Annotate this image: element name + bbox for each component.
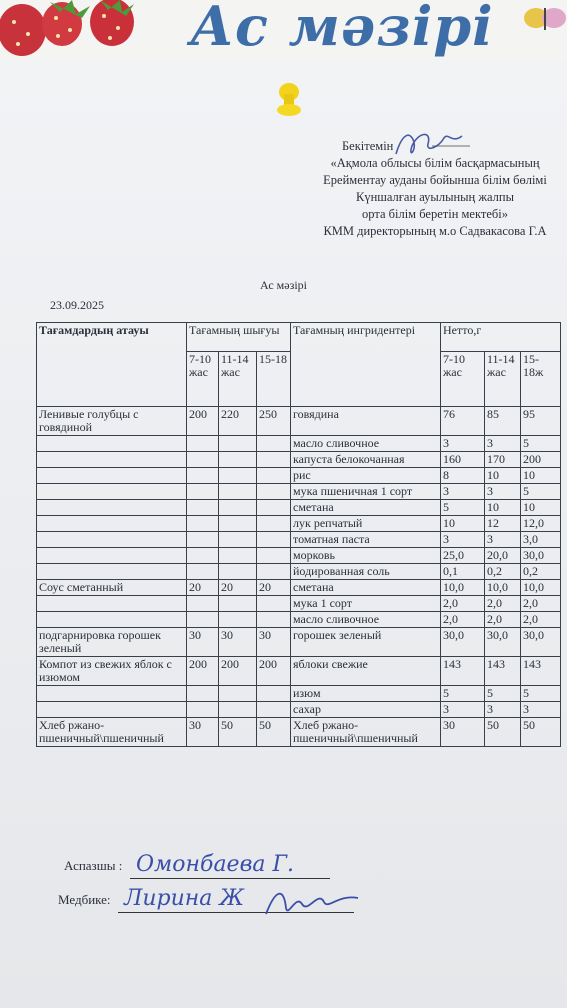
table-row bbox=[37, 564, 561, 580]
push-pin-icon bbox=[276, 82, 302, 118]
portion-cell bbox=[257, 548, 291, 564]
portion-cell: 200 bbox=[257, 657, 291, 686]
portion-cell bbox=[187, 468, 219, 484]
header-netto-age: 15-18ж bbox=[521, 352, 561, 407]
table-row bbox=[37, 468, 561, 484]
netto-cell: 0,2 bbox=[521, 564, 561, 580]
portion-cell bbox=[187, 500, 219, 516]
table-header-row bbox=[37, 323, 561, 352]
approval-line: Бекітемін bbox=[342, 139, 394, 153]
netto-cell: 10 bbox=[485, 500, 521, 516]
netto-cell: 2,0 bbox=[441, 612, 485, 628]
portion-cell bbox=[187, 596, 219, 612]
portion-cell bbox=[219, 452, 257, 468]
dish-name-cell bbox=[37, 436, 187, 452]
netto-cell: 10,0 bbox=[485, 580, 521, 596]
ingredient-cell: мука пшеничная 1 сорт bbox=[291, 484, 441, 500]
portion-cell: 200 bbox=[187, 407, 219, 436]
table-row bbox=[37, 657, 561, 686]
netto-cell: 170 bbox=[485, 452, 521, 468]
netto-cell: 5 bbox=[521, 436, 561, 452]
header-portion: Тағамның шығуы bbox=[187, 323, 291, 352]
netto-cell: 10 bbox=[485, 468, 521, 484]
netto-cell: 30,0 bbox=[485, 628, 521, 657]
netto-cell: 3,0 bbox=[521, 532, 561, 548]
portion-cell bbox=[187, 612, 219, 628]
portion-cell: 50 bbox=[257, 718, 291, 747]
portion-cell bbox=[219, 686, 257, 702]
portion-cell bbox=[187, 702, 219, 718]
header-age: 15-18 bbox=[257, 352, 291, 407]
netto-cell: 20,0 bbox=[485, 548, 521, 564]
dish-name-cell: подгарнировка горошек зеленый bbox=[37, 628, 187, 657]
netto-cell: 143 bbox=[521, 657, 561, 686]
header-age: 11-14 жас bbox=[219, 352, 257, 407]
ingredient-cell: яблоки свежие bbox=[291, 657, 441, 686]
netto-cell: 12 bbox=[485, 516, 521, 532]
ingredient-cell: масло сливочное bbox=[291, 436, 441, 452]
table-row bbox=[37, 612, 561, 628]
portion-cell bbox=[257, 484, 291, 500]
portion-cell: 30 bbox=[187, 628, 219, 657]
ingredient-cell: лук репчатый bbox=[291, 516, 441, 532]
approval-line: Ерейментау ауданы бойынша білім бөлімі bbox=[323, 173, 547, 187]
ingredient-cell: рис bbox=[291, 468, 441, 484]
netto-cell: 10 bbox=[441, 516, 485, 532]
portion-cell bbox=[219, 596, 257, 612]
dish-name-cell bbox=[37, 516, 187, 532]
ingredient-cell: морковь bbox=[291, 548, 441, 564]
portion-cell: 220 bbox=[219, 407, 257, 436]
portion-cell bbox=[257, 452, 291, 468]
portion-cell: 30 bbox=[219, 628, 257, 657]
portion-cell bbox=[187, 686, 219, 702]
header-age: 7-10 жас bbox=[187, 352, 219, 407]
portion-cell bbox=[219, 702, 257, 718]
table-row bbox=[37, 718, 561, 747]
dish-name-cell bbox=[37, 596, 187, 612]
document-date: 23.09.2025 bbox=[50, 298, 104, 312]
portion-cell bbox=[219, 436, 257, 452]
portion-cell: 250 bbox=[257, 407, 291, 436]
ingredient-cell: капуста белокочанная bbox=[291, 452, 441, 468]
ingredient-cell: горошек зеленый bbox=[291, 628, 441, 657]
ingredient-cell: Хлеб ржано-пшеничный\пшеничный bbox=[291, 718, 441, 747]
netto-cell: 3 bbox=[485, 702, 521, 718]
dish-name-cell: Хлеб ржано-пшеничный\пшеничный bbox=[37, 718, 187, 747]
portion-cell bbox=[187, 436, 219, 452]
ingredient-cell: сметана bbox=[291, 580, 441, 596]
portion-cell bbox=[187, 452, 219, 468]
dish-name-cell bbox=[37, 548, 187, 564]
netto-cell: 5 bbox=[521, 686, 561, 702]
dish-name-cell bbox=[37, 484, 187, 500]
approval-line: «Ақмола облысы білім басқармасының bbox=[330, 156, 540, 170]
portion-cell: 200 bbox=[187, 657, 219, 686]
dish-name-cell: Соус сметанный bbox=[37, 580, 187, 596]
portion-cell: 20 bbox=[187, 580, 219, 596]
portion-cell bbox=[219, 564, 257, 580]
ingredient-cell: масло сливочное bbox=[291, 612, 441, 628]
ingredient-cell: сахар bbox=[291, 702, 441, 718]
dish-name-cell: Ленивые голубцы с говядиной bbox=[37, 407, 187, 436]
nurse-label: Медбике: bbox=[58, 892, 111, 907]
netto-cell: 0,1 bbox=[441, 564, 485, 580]
netto-cell: 10 bbox=[521, 468, 561, 484]
netto-cell: 160 bbox=[441, 452, 485, 468]
netto-cell: 2,0 bbox=[485, 596, 521, 612]
table-row bbox=[37, 702, 561, 718]
table-row bbox=[37, 628, 561, 657]
portion-cell bbox=[187, 564, 219, 580]
portion-cell bbox=[257, 532, 291, 548]
nurse-signature-scribble bbox=[262, 884, 362, 924]
netto-cell: 76 bbox=[441, 407, 485, 436]
portion-cell bbox=[187, 548, 219, 564]
ingredient-cell: йодированная соль bbox=[291, 564, 441, 580]
netto-cell: 3 bbox=[441, 702, 485, 718]
ingredient-cell: сметана bbox=[291, 500, 441, 516]
netto-cell: 8 bbox=[441, 468, 485, 484]
netto-cell: 5 bbox=[441, 500, 485, 516]
approval-line: орта білім беретін мектебі» bbox=[362, 207, 508, 221]
portion-cell bbox=[219, 516, 257, 532]
dish-name-cell bbox=[37, 500, 187, 516]
netto-cell: 30,0 bbox=[521, 548, 561, 564]
netto-cell: 3 bbox=[485, 532, 521, 548]
portion-cell bbox=[187, 516, 219, 532]
portion-cell: 200 bbox=[219, 657, 257, 686]
portion-cell bbox=[257, 516, 291, 532]
ingredient-cell: томатная паста bbox=[291, 532, 441, 548]
netto-cell: 50 bbox=[521, 718, 561, 747]
approval-line: КММ директорының м.о Садвакасова Г.А bbox=[323, 224, 547, 238]
header-ingredients: Тағамның ингридентері bbox=[291, 323, 441, 407]
portion-cell bbox=[257, 686, 291, 702]
dish-name-cell bbox=[37, 532, 187, 548]
portion-cell: 20 bbox=[219, 580, 257, 596]
netto-cell: 3 bbox=[521, 702, 561, 718]
netto-cell: 5 bbox=[521, 484, 561, 500]
nurse-handwriting: Лирина Ж bbox=[124, 886, 245, 911]
portion-cell bbox=[187, 484, 219, 500]
table-row bbox=[37, 484, 561, 500]
netto-cell: 30 bbox=[441, 718, 485, 747]
ingredient-cell: говядина bbox=[291, 407, 441, 436]
portion-cell: 30 bbox=[257, 628, 291, 657]
netto-cell: 2,0 bbox=[521, 596, 561, 612]
table-row bbox=[37, 436, 561, 452]
netto-cell: 3 bbox=[441, 436, 485, 452]
dish-name-cell bbox=[37, 564, 187, 580]
portion-cell: 20 bbox=[257, 580, 291, 596]
ingredient-cell: изюм bbox=[291, 686, 441, 702]
table-row bbox=[37, 532, 561, 548]
dish-name-cell bbox=[37, 686, 187, 702]
portion-cell bbox=[219, 484, 257, 500]
netto-cell: 2,0 bbox=[485, 612, 521, 628]
netto-cell: 25,0 bbox=[441, 548, 485, 564]
netto-cell: 2,0 bbox=[521, 612, 561, 628]
dish-name-cell: Компот из свежих яблок с изюмом bbox=[37, 657, 187, 686]
table-row bbox=[37, 686, 561, 702]
netto-cell: 30,0 bbox=[441, 628, 485, 657]
portion-cell bbox=[257, 596, 291, 612]
banner bbox=[0, 0, 567, 60]
netto-cell: 143 bbox=[441, 657, 485, 686]
netto-cell: 3 bbox=[485, 436, 521, 452]
portion-cell bbox=[219, 532, 257, 548]
table-row bbox=[37, 452, 561, 468]
portion-cell bbox=[257, 468, 291, 484]
portion-cell bbox=[187, 532, 219, 548]
portion-cell bbox=[257, 702, 291, 718]
portion-cell bbox=[257, 612, 291, 628]
netto-cell: 5 bbox=[441, 686, 485, 702]
netto-cell: 95 bbox=[521, 407, 561, 436]
netto-cell: 3 bbox=[441, 484, 485, 500]
table-row bbox=[37, 500, 561, 516]
netto-cell: 12,0 bbox=[521, 516, 561, 532]
table-row bbox=[37, 516, 561, 532]
approval-line: Күншалған ауылының жалпы bbox=[355, 190, 514, 204]
netto-cell: 10 bbox=[521, 500, 561, 516]
table-row bbox=[37, 548, 561, 564]
netto-cell: 2,0 bbox=[441, 596, 485, 612]
dish-name-cell bbox=[37, 468, 187, 484]
netto-cell: 5 bbox=[485, 686, 521, 702]
dish-name-cell bbox=[37, 612, 187, 628]
portion-cell: 30 bbox=[187, 718, 219, 747]
dish-name-cell bbox=[37, 702, 187, 718]
netto-cell: 50 bbox=[485, 718, 521, 747]
portion-cell: 50 bbox=[219, 718, 257, 747]
table-row bbox=[37, 407, 561, 436]
netto-cell: 10,0 bbox=[441, 580, 485, 596]
header-netto-age: 7-10 жас bbox=[441, 352, 485, 407]
netto-cell: 10,0 bbox=[521, 580, 561, 596]
cook-label: Аспазшы : bbox=[64, 858, 123, 873]
netto-cell: 200 bbox=[521, 452, 561, 468]
portion-cell bbox=[257, 564, 291, 580]
dish-name-cell bbox=[37, 452, 187, 468]
netto-cell: 0,2 bbox=[485, 564, 521, 580]
portion-cell bbox=[219, 612, 257, 628]
butterfly-decoration-icon bbox=[520, 4, 567, 34]
cook-handwriting: Омонбаева Г. bbox=[136, 852, 295, 877]
table-row bbox=[37, 596, 561, 612]
portion-cell bbox=[219, 548, 257, 564]
banner-title: Ас мәзірі bbox=[190, 0, 494, 58]
portion-cell bbox=[257, 500, 291, 516]
netto-cell: 3 bbox=[441, 532, 485, 548]
menu-table bbox=[36, 322, 561, 747]
header-netto-age: 11-14 жас bbox=[485, 352, 521, 407]
portion-cell bbox=[219, 468, 257, 484]
header-dish-name: Тағамдардың атауы bbox=[37, 323, 187, 407]
strawberry-decoration-icon bbox=[0, 0, 150, 60]
header-netto: Нетто,г bbox=[441, 323, 561, 352]
netto-cell: 85 bbox=[485, 407, 521, 436]
director-signature bbox=[392, 124, 472, 164]
netto-cell: 143 bbox=[485, 657, 521, 686]
netto-cell: 30,0 bbox=[521, 628, 561, 657]
netto-cell: 3 bbox=[485, 484, 521, 500]
portion-cell bbox=[257, 436, 291, 452]
portion-cell bbox=[219, 500, 257, 516]
table-row bbox=[37, 580, 561, 596]
cook-signature-line bbox=[130, 878, 330, 879]
document-title: Ас мәзірі bbox=[259, 278, 308, 292]
ingredient-cell: мука 1 сорт bbox=[291, 596, 441, 612]
